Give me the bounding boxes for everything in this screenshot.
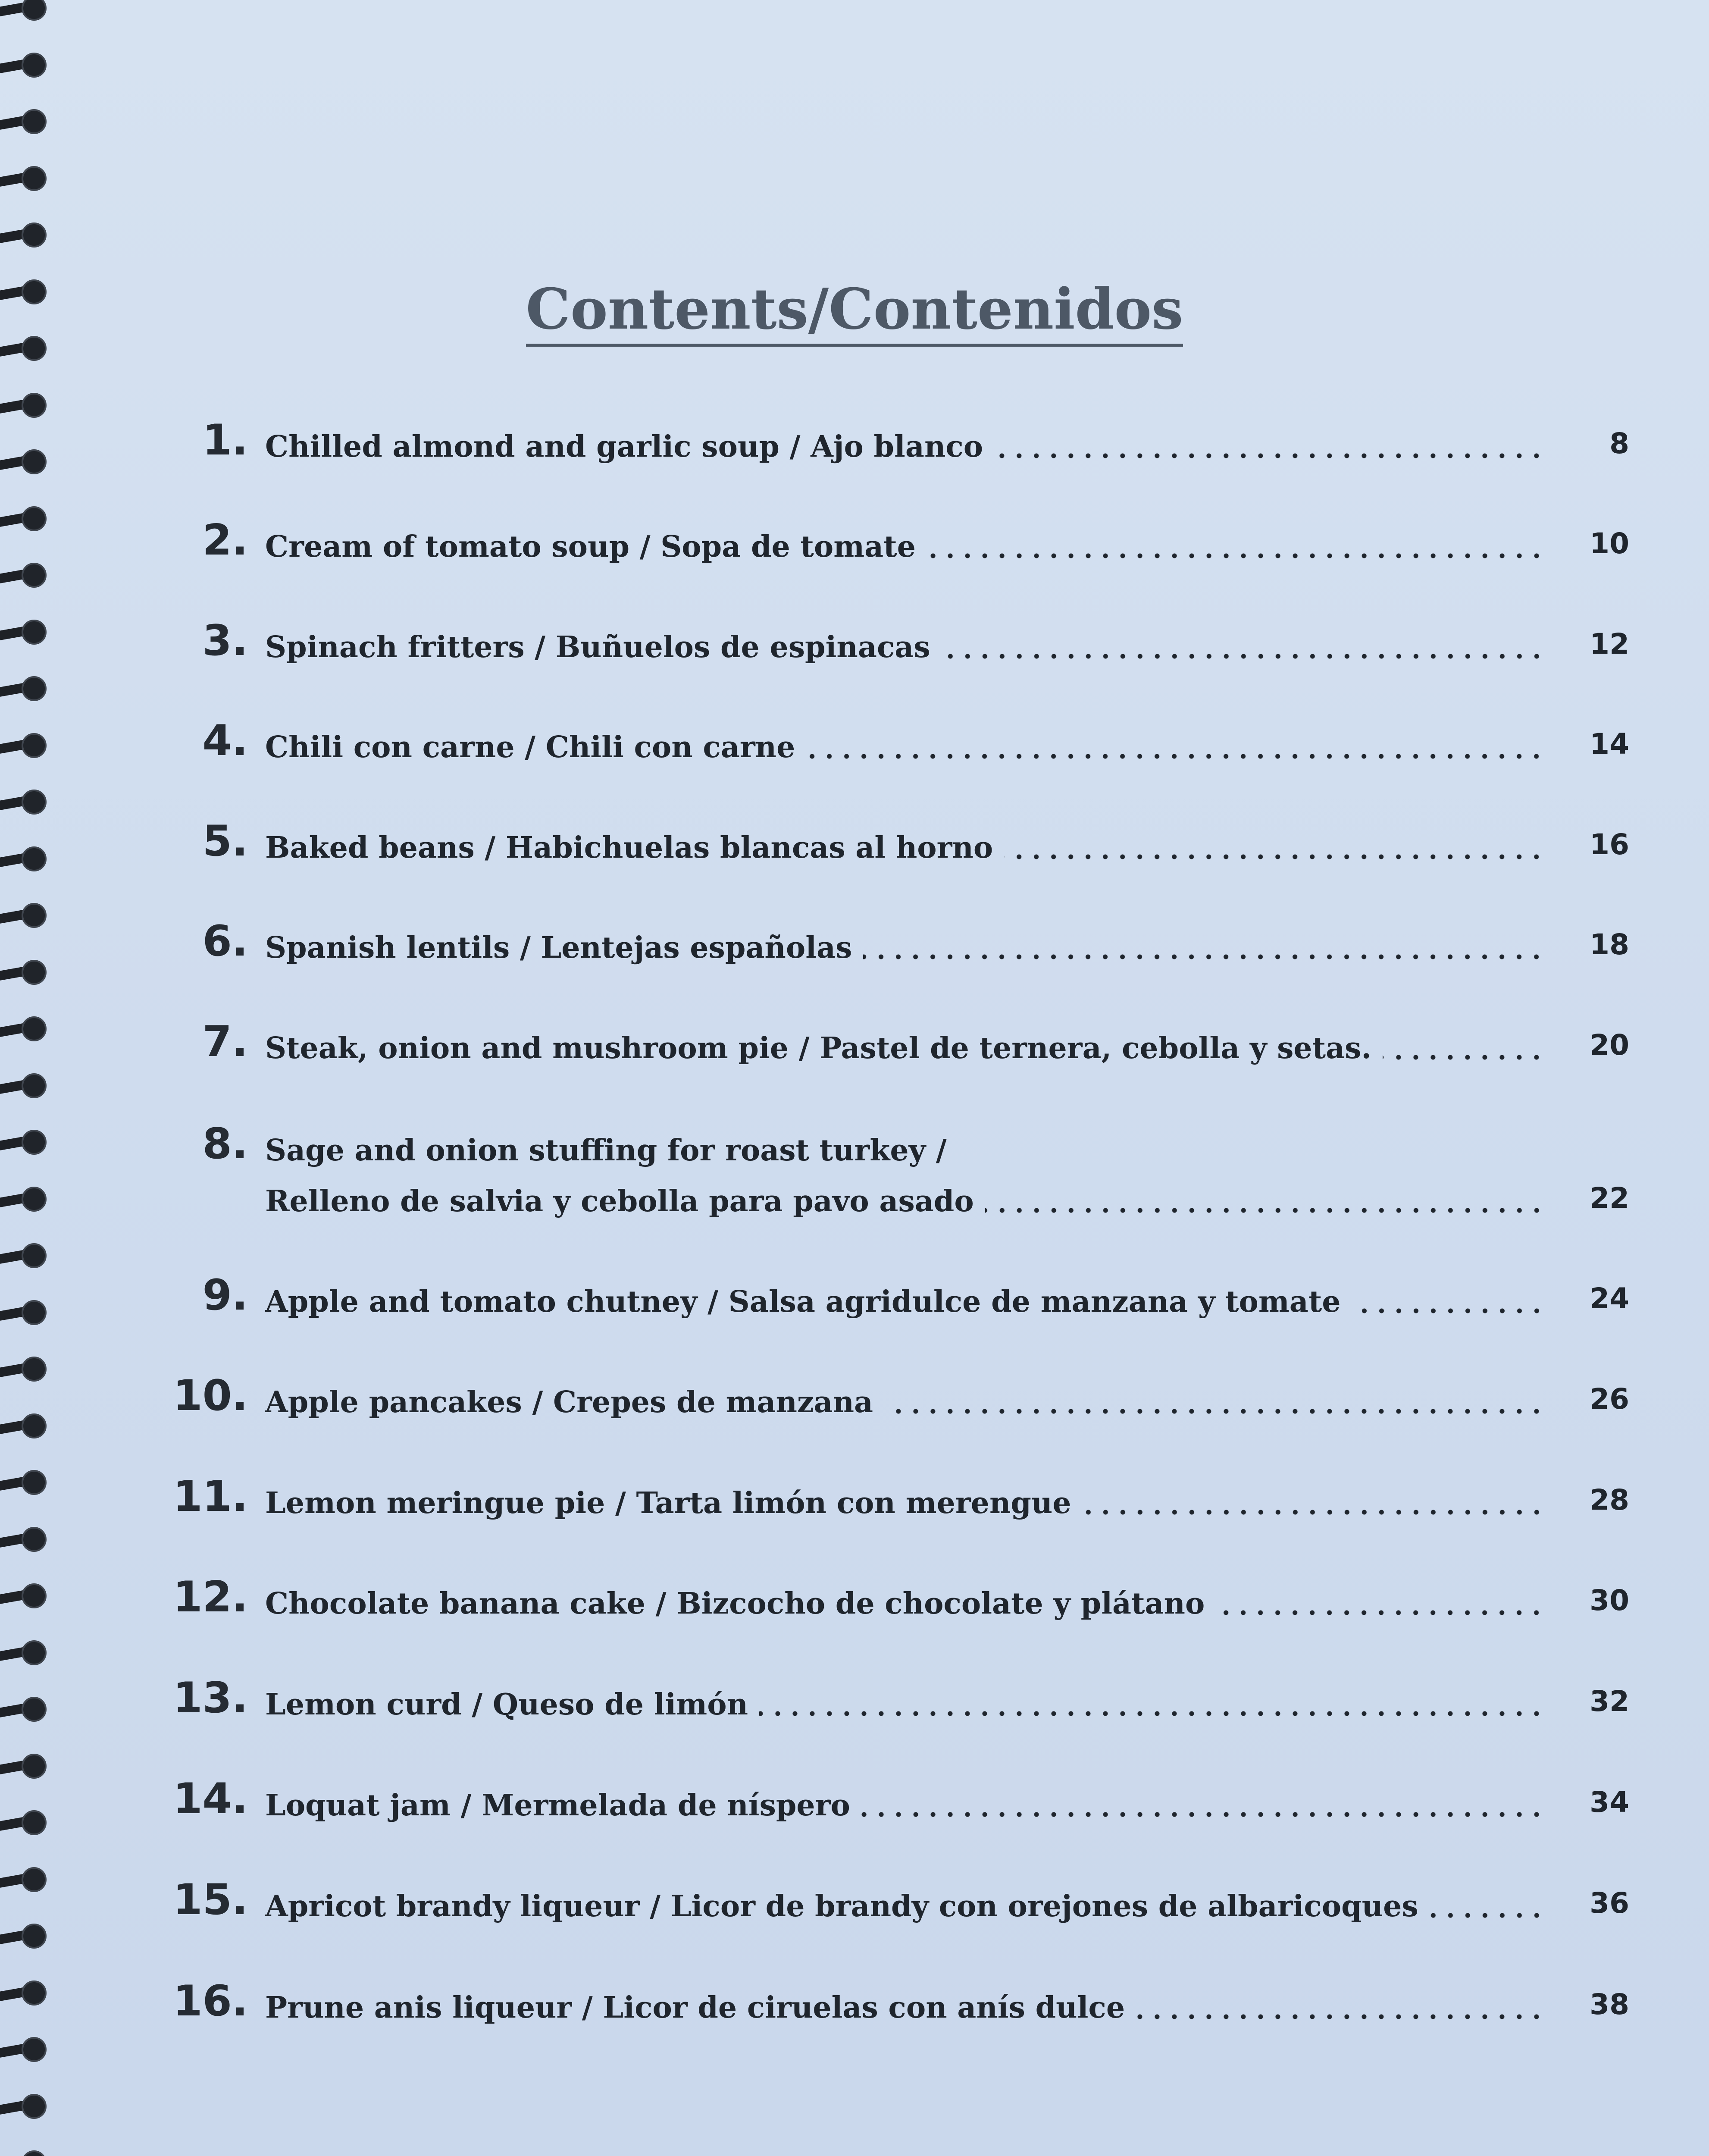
entry-page-number: 38 bbox=[1590, 1988, 1629, 2021]
entry-number: 7. bbox=[202, 1017, 248, 1066]
coil-hole bbox=[22, 109, 47, 134]
entry-number: 11. bbox=[173, 1472, 248, 1521]
entry-title: Cream of tomato soup / Sopa de tomate bbox=[265, 530, 916, 564]
entry-label bbox=[265, 630, 1545, 664]
entry-number: 9. bbox=[202, 1271, 248, 1320]
coil-hole bbox=[22, 0, 47, 21]
entry-page-number: 22 bbox=[1590, 1181, 1629, 1215]
toc-entry-15[interactable] bbox=[0, 1856, 1709, 1924]
coil-hole bbox=[22, 1527, 47, 1552]
entry-number: 1. bbox=[202, 416, 248, 465]
spiral-coil bbox=[0, 2143, 55, 2156]
spiral-coil bbox=[0, 2086, 55, 2125]
coil-hole bbox=[22, 563, 47, 588]
toc-entry-11[interactable] bbox=[0, 1453, 1709, 1521]
coil-hole bbox=[22, 1073, 47, 1098]
coil-hole bbox=[22, 960, 47, 985]
dot-leader bbox=[1136, 2013, 1545, 2021]
coil-hole bbox=[22, 222, 47, 248]
entry-page-number: 28 bbox=[1590, 1483, 1629, 1517]
entry-label bbox=[265, 1285, 1545, 1319]
page-title-text: Contents/Contenidos bbox=[526, 276, 1183, 347]
entry-title: Steak, onion and mushroom pie / Pastel de ternera, cebolla y setas. bbox=[265, 1031, 1372, 1065]
entry-number: 6. bbox=[202, 917, 248, 966]
spiral-coil bbox=[0, 0, 55, 27]
entry-number: 12. bbox=[173, 1573, 248, 1622]
dot-leader bbox=[942, 652, 1545, 660]
entry-page-number: 12 bbox=[1590, 627, 1629, 661]
entry-title: Chili con carne / Chili con carne bbox=[265, 730, 795, 765]
entry-label bbox=[265, 830, 1545, 865]
entry-label bbox=[265, 931, 1545, 965]
spiral-coil bbox=[0, 1065, 55, 1104]
spiral-coil bbox=[0, 1519, 55, 1558]
entry-number: 13. bbox=[173, 1673, 248, 1723]
entry-number: 5. bbox=[202, 817, 248, 866]
entry-title: Chocolate banana cake / Bizcocho de chocolate y plátano bbox=[265, 1586, 1205, 1621]
entry-page-number: 24 bbox=[1590, 1282, 1629, 1315]
dot-leader bbox=[1216, 1609, 1545, 1617]
entry-title: Loquat jam / Mermelada de níspero bbox=[265, 1788, 850, 1823]
entry-number: 15. bbox=[173, 1875, 248, 1924]
spiral-coil bbox=[0, 158, 55, 197]
entry-label bbox=[265, 1990, 1545, 2025]
entry-label bbox=[265, 429, 1545, 464]
toc-entry-7[interactable] bbox=[0, 998, 1709, 1066]
entry-title: Relleno de salvia y cebolla para pavo asado bbox=[265, 1184, 974, 1219]
entry-number: 14. bbox=[173, 1774, 248, 1824]
toc-entry-3[interactable] bbox=[0, 597, 1709, 665]
entry-label bbox=[265, 1385, 1545, 1420]
entry-title: Apple pancakes / Crepes de manzana bbox=[265, 1385, 873, 1420]
toc-entry-6[interactable] bbox=[0, 898, 1709, 966]
entry-page-number: 26 bbox=[1590, 1382, 1629, 1416]
entry-page-number: 8 bbox=[1609, 427, 1629, 460]
entry-label bbox=[265, 1031, 1545, 1065]
entry-number: 4. bbox=[202, 716, 248, 765]
entry-page-number: 20 bbox=[1590, 1028, 1629, 1062]
page-title bbox=[0, 276, 1709, 342]
entry-page-number: 36 bbox=[1590, 1887, 1629, 1920]
toc-entry-4[interactable] bbox=[0, 697, 1709, 765]
toc-entry-16[interactable] bbox=[0, 1958, 1709, 2026]
entry-number: 10. bbox=[173, 1371, 248, 1420]
coil-hole bbox=[22, 1413, 47, 1438]
entry-label bbox=[265, 1788, 1545, 1823]
toc-entry-13[interactable] bbox=[0, 1655, 1709, 1723]
entry-label bbox=[265, 1486, 1545, 1520]
dot-leader bbox=[1352, 1307, 1545, 1315]
dot-leader bbox=[759, 1710, 1545, 1717]
entry-page-number: 18 bbox=[1590, 928, 1629, 961]
dot-leader bbox=[1430, 1912, 1545, 1919]
entry-number: 8. bbox=[202, 1119, 248, 1169]
entry-title: Lemon curd / Queso de limón bbox=[265, 1687, 748, 1722]
entry-title: Apricot brandy liqueur / Licor de brandy con orejones de albaricoques bbox=[265, 1889, 1418, 1924]
coil-hole bbox=[22, 1924, 47, 1949]
entry-label bbox=[265, 1889, 1545, 1924]
dot-leader bbox=[994, 452, 1545, 460]
entry-label bbox=[265, 1687, 1545, 1722]
spiral-coil bbox=[0, 2029, 55, 2068]
entry-title: Chilled almond and garlic soup / Ajo blanco bbox=[265, 429, 983, 464]
entry-title: Spinach fritters / Buñuelos de espinacas bbox=[265, 630, 930, 664]
entry-title: Spanish lentils / Lentejas españolas bbox=[265, 931, 852, 965]
toc-entry-8[interactable] bbox=[0, 1119, 1709, 1219]
entry-title: Apple and tomato chutney / Salsa agridulce de manzana y tomate bbox=[265, 1285, 1341, 1319]
spiral-coil bbox=[0, 45, 55, 84]
dot-leader bbox=[861, 1811, 1545, 1818]
coil-hole bbox=[22, 2037, 47, 2062]
toc-entry-1[interactable] bbox=[0, 397, 1709, 465]
spiral-coil bbox=[0, 1916, 55, 1955]
dot-leader bbox=[1383, 1053, 1545, 1061]
entry-title: Baked beans / Habichuelas blancas al horno bbox=[265, 830, 993, 865]
entry-page-number: 34 bbox=[1590, 1786, 1629, 1819]
coil-hole bbox=[22, 2150, 47, 2156]
toc-entry-12[interactable] bbox=[0, 1554, 1709, 1622]
entry-page-number: 32 bbox=[1590, 1685, 1629, 1718]
toc-entry-5[interactable] bbox=[0, 798, 1709, 866]
dot-leader bbox=[985, 1206, 1545, 1214]
entry-title: Prune anis liqueur / Licor de ciruelas con anís dulce bbox=[265, 1990, 1125, 2025]
entry-label bbox=[265, 1184, 1545, 1219]
entry-number: 3. bbox=[202, 616, 248, 665]
entry-label bbox=[265, 1586, 1545, 1621]
toc-entry-2[interactable] bbox=[0, 497, 1709, 565]
entry-page-number: 30 bbox=[1590, 1584, 1629, 1617]
dot-leader bbox=[863, 953, 1545, 961]
entry-label bbox=[265, 530, 1545, 564]
dot-leader bbox=[1004, 853, 1545, 861]
coil-hole bbox=[22, 2094, 47, 2119]
dot-leader bbox=[806, 752, 1545, 760]
entry-title-line1: Sage and onion stuffing for roast turkey / bbox=[265, 1133, 947, 1168]
entry-number: 2. bbox=[202, 516, 248, 565]
toc-entry-14[interactable] bbox=[0, 1755, 1709, 1824]
entry-page-number: 14 bbox=[1590, 727, 1629, 761]
coil-hole bbox=[22, 53, 47, 78]
spiral-coil bbox=[0, 101, 55, 140]
entry-page-number: 16 bbox=[1590, 828, 1629, 861]
entry-label bbox=[265, 730, 1545, 765]
dot-leader bbox=[927, 552, 1545, 560]
toc-entry-10[interactable] bbox=[0, 1352, 1709, 1420]
entry-number: 16. bbox=[173, 1977, 248, 2026]
toc-entry-9[interactable] bbox=[0, 1252, 1709, 1320]
dot-leader bbox=[884, 1407, 1545, 1415]
entry-page-number: 10 bbox=[1590, 527, 1629, 560]
spiral-coil bbox=[0, 215, 55, 254]
dot-leader bbox=[1083, 1508, 1545, 1516]
entry-title: Lemon meringue pie / Tarta limón con merengue bbox=[265, 1486, 1071, 1520]
coil-hole bbox=[22, 166, 47, 191]
